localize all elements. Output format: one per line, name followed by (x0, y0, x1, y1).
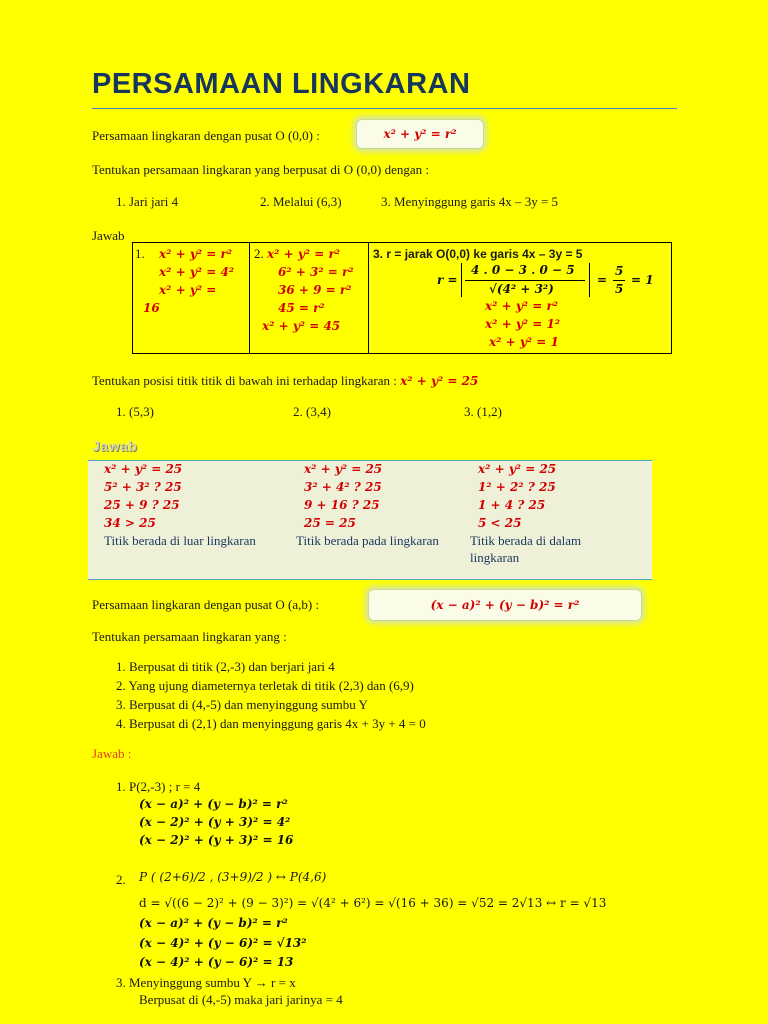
section1-question: Tentukan persamaan lingkaran yang berpusat di O (0,0) dengan : (92, 162, 429, 177)
page-title: PERSAMAAN LINGKARAN (92, 68, 471, 100)
section1-intro: Persamaan lingkaran dengan pusat O (0,0) : (92, 128, 320, 143)
answer-cell-3: 3. r = jarak O(0,0) ke garis 4x – 3y = 5 r = 4 . 0 − 3 . 0 − 5 √(4² + 3²) = 5 5 = 1 x² + y² = r² x² + y² = 1² x² + y² = 1 (369, 243, 672, 354)
section2-item-1: 1. (5,3) (116, 404, 154, 419)
sol2-distance: d = √((6 − 2)² + (9 − 3)²) = √(4² + 6²) = √(16 + 36) = √52 = 2√13 ↔ r = √13 (139, 896, 607, 910)
section1-jawab-label: Jawab (92, 228, 125, 243)
sol2-midpoint: P ( (2+6)/2 , (3+9)/2 ) ↔ P(4,6) (139, 870, 327, 884)
sol1-steps: (x − a)² + (y − b)² = r² (x − 2)² + (y + 3)² = 4² (x − 2)² + (y + 3)² = 16 (139, 797, 294, 847)
section3-item-1: 1. Berpusat di titik (2,-3) dan berjari jari 4 (116, 659, 335, 674)
section3-formula-box (368, 589, 642, 621)
section1-answer-table (132, 242, 672, 354)
result-2: Titik berada pada lingkaran (296, 533, 439, 548)
distance-formula: r = 4 . 0 − 3 . 0 − 5 √(4² + 3²) = 5 5 = 1 (437, 263, 654, 296)
sol2-steps: (x − a)² + (y − b)² = r² (x − 4)² + (y − 6)² = √13² (x − 4)² + (y − 6)² = 13 (139, 916, 307, 969)
section1-formula: x² + y² = r² (383, 127, 457, 141)
answer-column-3: x² + y² = 25 1² + 2² ? 25 1 + 4 ? 25 5 < 25 Titik berada di dalam lingkaran (470, 460, 620, 566)
section2-question: Tentukan posisi titik titik di bawah ini terhadap lingkaran : x² + y² = 25 (92, 373, 479, 388)
section1-item-2: 2. Melalui (6,3) (260, 194, 342, 209)
sol3-line: Berpusat di (4,-5) maka jari jarinya = 4 (139, 992, 343, 1007)
section2-item-2: 2. (3,4) (293, 404, 331, 419)
result-1: Titik berada di luar lingkaran (104, 533, 256, 548)
section3-formula: (x − a)² + (y − b)² = r² (430, 598, 580, 612)
section1-formula-box (356, 119, 484, 149)
section1-item-1: 1. Jari jari 4 (116, 194, 179, 209)
answer3-head: 3. r = jarak O(0,0) ke garis 4x – 3y = 5 (373, 247, 583, 261)
section3-item-3: 3. Berpusat di (4,-5) dan menyinggung sumbu Y (116, 697, 368, 712)
section3-intro: Persamaan lingkaran dengan pusat O (a,b) : (92, 597, 320, 612)
answer-column-1: x² + y² = 25 5² + 3² ? 25 25 + 9 ? 25 34 > 25 Titik berada di luar lingkaran (104, 460, 284, 549)
answer-cell-1: 1. x² + y² = r² x² + y² = 4² x² + y² = 16 (133, 243, 250, 354)
section3-item-2: 2. Yang ujung diameternya terletak di titik (2,3) dan (6,9) (116, 678, 414, 693)
section2-formula: x² + y² = 25 (400, 374, 479, 388)
section3-jawab-label: Jawab : (92, 746, 132, 761)
section3-question: Tentukan persamaan lingkaran yang : (92, 629, 287, 644)
section1-item-3: 3. Menyinggung garis 4x – 3y = 5 (381, 194, 559, 209)
section2-item-3: 3. (1,2) (464, 404, 502, 419)
answer-cell-2: 2. x² + y² = r² 6² + 3² = r² 36 + 9 = r² 45 = r² x² + y² = 45 (250, 243, 369, 354)
sol1-head: 1. P(2,-3) ; r = 4 (116, 779, 201, 794)
sol2-num: 2. (116, 872, 126, 887)
sol3-head: 3. Menyinggung sumbu Y → r = x (116, 975, 296, 990)
title-underline (92, 108, 677, 109)
answer-column-2: x² + y² = 25 3² + 4² ? 25 9 + 16 ? 25 25 = 25 Titik berada pada lingkaran (296, 460, 466, 549)
result-3: Titik berada di dalam lingkaran (470, 533, 582, 565)
section3-item-4: 4. Berpusat di (2,1) dan menyinggung garis 4x + 3y + 4 = 0 (116, 716, 426, 731)
section2-jawab-label: Jawab (92, 438, 138, 454)
